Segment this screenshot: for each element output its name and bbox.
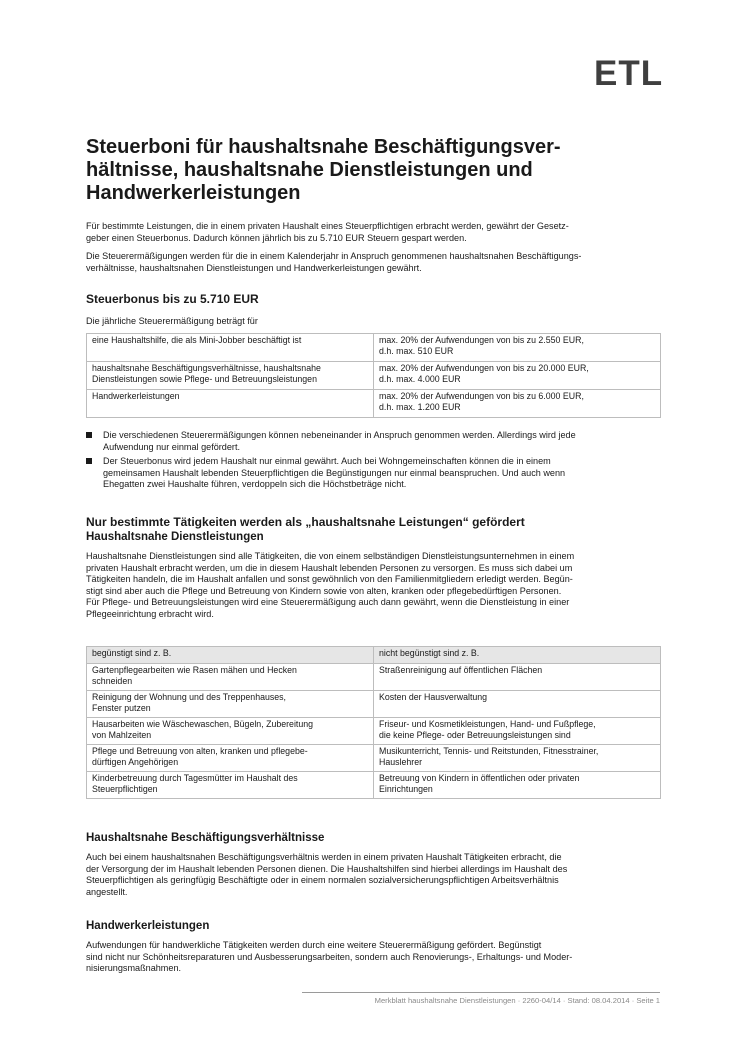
eligible-cell: Pflege und Betreuung von alten, kranken und pflegebe- dürftigen Angehörigen [87, 745, 374, 772]
intro-paragraph-2: Die Steuerermäßigungen werden für die in einem Kalenderjahr in Anspruch genommenen haushaltsnahen Beschäftigungs- verhältnisse, haushaltsnahen Dienstleistungen und Handwerkerleistungen gewährt. [86, 251, 582, 273]
intro-paragraph-1: Für bestimmte Leistungen, die in einem privaten Haushalt eines Steuerpflichtigen erbracht werden, gewährt der Gesetz- geber einen Steuerbonus. Dadurch können jährlich bis zu 5.710 EUR Steuern gespart werden. [86, 221, 569, 243]
bullet-text: Die verschiedenen Steuerermäßigungen können nebeneinander in Anspruch genommen werden. Allerdings wird jede Aufwendung nur einmal gefördert. [103, 430, 576, 452]
bonus-lead: Die jährliche Steuerermäßigung beträgt für [86, 316, 258, 326]
table-row [87, 772, 661, 799]
etl-logo: ETL [594, 54, 664, 93]
bonus-label: haushaltsnahe Beschäftigungsverhältnisse, haushaltsnahe Dienstleistungen sowie Pflege- und Betreuungsleistungen [87, 362, 374, 390]
eligible-cell: Gartenpflegearbeiten wie Rasen mähen und Hecken schneiden [87, 664, 374, 691]
services-paragraph: Haushaltsnahe Dienstleistungen sind alle Tätigkeiten, die von einem selbständigen Dienstleistungsunternehmen in einem privaten Haushalt erbracht werden, um die in diesem Haushalt lebenden Personen zu versorgen. Es muss sich dabei um Tätigkeiten handeln, die im Haushalt anfallen und sonst gewöhnlich von den Familienmitgliedern erledigt werden. Begün- stigt sind aber auch die Pflege und Betreuung von Kindern sowie von alten, kranken oder pflegebedürftigen Personen. Für Pflege- und Betreuungsleistungen wird eine Steuerermäßigung auch dann gewährt, wenn die Dienstleistung in einer Pflegeeinrichtung erbracht wird. [86, 551, 575, 619]
footer-divider [302, 992, 660, 993]
bonus-value: max. 20% der Aufwendungen von bis zu 20.000 EUR, d.h. max. 4.000 EUR [374, 362, 661, 390]
list-item [86, 456, 666, 491]
page-title: Steuerboni für haushaltsnahe Beschäftigungsver- hältnisse, haushaltsnahe Dienstleistungen und Handwerkerleistungen [86, 136, 561, 204]
bonus-value: max. 20% der Aufwendungen von bis zu 2.550 EUR, d.h. max. 510 EUR [374, 334, 661, 362]
table-header-row [87, 647, 661, 664]
bonus-table [86, 333, 661, 418]
eligible-cell: Reinigung der Wohnung und des Treppenhauses, Fenster putzen [87, 691, 374, 718]
employment-paragraph: Auch bei einem haushaltsnahen Beschäftigungsverhältnis werden in einem privaten Haushalt Tätigkeiten erbracht, die der Versorgung der im Haushalt lebenden Personen dienen. Die Haushaltshilfen sind hierbei allerdings im Haushalt des Steuerpflichtigen als geringfügig Beschäftigte oder in einem normalen sozialversicherungspflichtigen Arbeitsverhältnis angestellt. [86, 852, 568, 897]
page-footer: Merkblatt haushaltsnahe Dienstleistungen · 2260-04/14 · Stand: 08.04.2014 · Seite 1 [374, 996, 660, 1005]
services-heading: Nur bestimmte Tätigkeiten werden als „haushaltsnahe Leistungen“ gefördert [86, 515, 525, 529]
table-row [87, 718, 661, 745]
bonus-heading: Steuerbonus bis zu 5.710 EUR [86, 292, 259, 306]
bullet-square-icon [86, 458, 92, 464]
eligible-cell: Kinderbetreuung durch Tagesmütter im Haushalt des Steuerpflichtigen [87, 772, 374, 799]
not-eligible-cell: Friseur- und Kosmetikleistungen, Hand- und Fußpflege, die keine Pflege- oder Betreuungsleistungen sind [374, 718, 661, 745]
not-eligible-cell: Betreuung von Kindern in öffentlichen oder privaten Einrichtungen [374, 772, 661, 799]
craft-paragraph: Aufwendungen für handwerkliche Tätigkeiten werden durch eine weitere Steuerermäßigung gefördert. Begünstigt sind nicht nur Schönheitsreparaturen und Ausbesserungsarbeiten, sondern auch Renovierungs-, Erhaltungs- und Moder- nisierungsmaßnahmen. [86, 940, 573, 974]
bonus-row [87, 362, 661, 390]
bonus-label: Handwerkerleistungen [87, 390, 374, 418]
table-row [87, 691, 661, 718]
not-eligible-cell: Kosten der Hausverwaltung [374, 691, 661, 718]
services-table [86, 646, 661, 799]
services-subheading: Haushaltsnahe Dienstleistungen [86, 531, 264, 543]
bonus-row [87, 390, 661, 418]
bullet-text: Der Steuerbonus wird jedem Haushalt nur einmal gewährt. Auch bei Wohngemeinschaften können die in einem gemeinsamen Haushalt lebenden Steuerpflichtigen die Begünstigungen nur einmal beanspruchen. Und auch wenn Ehegatten zwei Haushalte führen, verdoppeln sich die Höchstbeträge nicht. [103, 456, 566, 490]
list-item [86, 430, 666, 453]
table-row [87, 745, 661, 772]
bonus-value: max. 20% der Aufwendungen von bis zu 6.000 EUR, d.h. max. 1.200 EUR [374, 390, 661, 418]
column-header-not-eligible: nicht begünstigt sind z. B. [374, 647, 661, 664]
not-eligible-cell: Straßenreinigung auf öffentlichen Flächen [374, 664, 661, 691]
column-header-eligible: begünstigt sind z. B. [87, 647, 374, 664]
eligible-cell: Hausarbeiten wie Wäschewaschen, Bügeln, Zubereitung von Mahlzeiten [87, 718, 374, 745]
bullet-square-icon [86, 432, 92, 438]
table-row [87, 664, 661, 691]
employment-heading: Haushaltsnahe Beschäftigungsverhältnisse [86, 832, 325, 844]
bonus-bullet-list [86, 430, 666, 494]
bonus-row [87, 334, 661, 362]
craft-heading: Handwerkerleistungen [86, 920, 210, 932]
not-eligible-cell: Musikunterricht, Tennis- und Reitstunden, Fitnesstrainer, Hauslehrer [374, 745, 661, 772]
bonus-label: eine Haushaltshilfe, die als Mini-Jobber beschäftigt ist [87, 334, 374, 362]
